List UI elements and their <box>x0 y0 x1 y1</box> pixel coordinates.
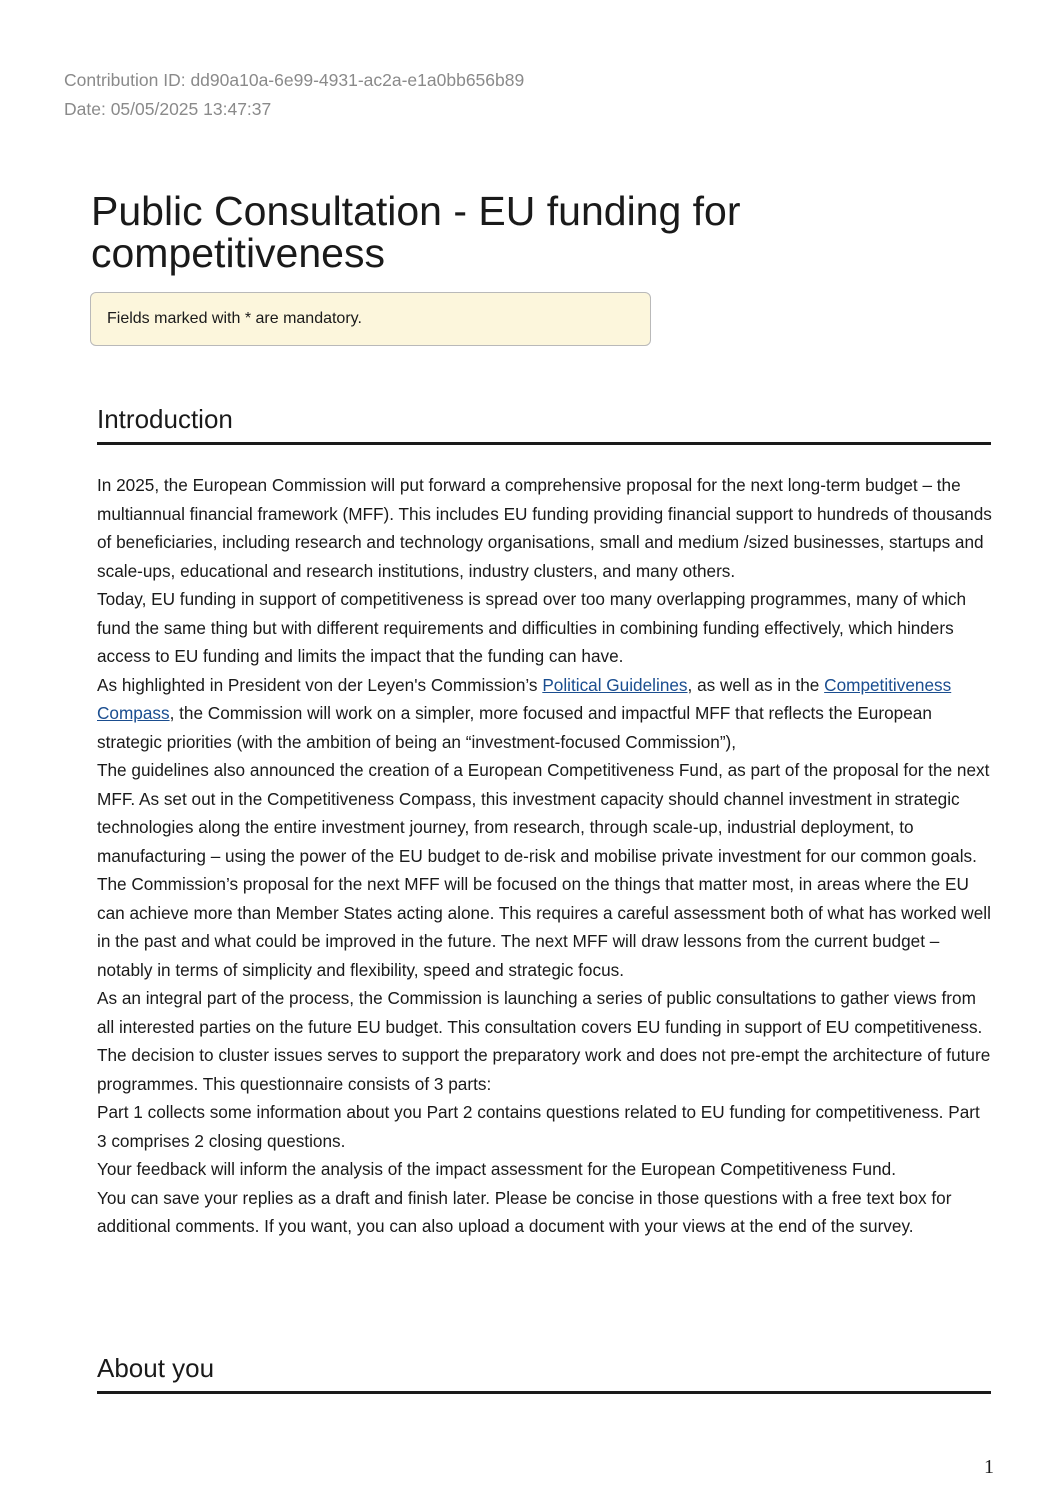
political-guidelines-link[interactable]: Political Guidelines <box>542 674 688 695</box>
intro-paragraph: Your feedback will inform the analysis of the impact assessment for the European Competitiveness Fund. <box>97 1159 896 1179</box>
contribution-id: Contribution ID: dd90a10a-6e99-4931-ac2a-e1a0bb656b89 <box>64 70 525 90</box>
page-title: Public Consultation - EU funding for competitiveness <box>91 188 741 276</box>
intro-paragraph: You can save your replies as a draft and finish later. Please be concise in those questions with a free text box for additional comments. If you want, you can also upload a document with your views at the end of the survey. <box>97 1187 952 1236</box>
intro-text: As highlighted in President von der Leyen's Commission’s <box>97 674 543 695</box>
intro-paragraph: The guidelines also announced the creation of a European Competitiveness Fund, as part of the proposal for the next MFF. As set out in the Competitiveness Compass, this investment capacity should channel investment in strategic technologies along the entire investment journey, from research, through scale-up, industrial deployment, to manufacturing – using the power of the EU budget to de-risk and mobilise private investment for our common goals. <box>97 760 990 866</box>
intro-paragraph: The Commission’s proposal for the next MFF will be focused on the things that matter most, in areas where the EU can achieve more than Member States acting alone. This requires a careful assessment both of what has worked well in the past and what could be improved in the future. The next MFF will draw lessons from the current budget – notably in terms of simplicity and flexibility, speed and strategic focus. <box>97 874 991 980</box>
competitiveness-compass-link[interactable]: Competitiveness Compass <box>97 674 952 723</box>
introduction-body <box>97 471 992 1241</box>
document-meta <box>64 66 524 124</box>
intro-paragraph: In 2025, the European Commission will put forward a comprehensive proposal for the next long-term budget – the multiannual financial framework (MFF). This includes EU funding providing financial support to hundreds of thousands of beneficiaries, including research and technology organisations, small and medium /sized businesses, startups and scale-ups, educational and research institutions, industry clusters, and many others. <box>97 475 992 581</box>
about-you-heading: About you <box>97 1353 991 1394</box>
intro-paragraph: Today, EU funding in support of competitiveness is spread over too many overlapping programmes, many of which fund the same thing but with different requirements and difficulties in combining funding effectively, which hinders access to EU funding and limits the impact that the funding can have. <box>97 589 967 666</box>
page-number: 1 <box>984 1456 994 1478</box>
intro-text: , the Commission will work on a simpler, more focused and impactful MFF that reflects the European strategic priorities (with the ambition of being an “investment-focused Commission”), <box>97 703 932 752</box>
intro-paragraph: As an integral part of the process, the Commission is launching a series of public consultations to gather views from all interested parties on the future EU budget. This consultation covers EU funding in support of EU competitiveness. The decision to cluster issues serves to support the preparatory work and does not pre-empt the architecture of future programmes. This questionnaire consists of 3 parts: <box>97 988 991 1094</box>
introduction-heading: Introduction <box>97 404 991 445</box>
intro-paragraph: Part 1 collects some information about you Part 2 contains questions related to EU funding for competitiveness. Part 3 comprises 2 closing questions. <box>97 1102 980 1151</box>
submission-date: Date: 05/05/2025 13:47:37 <box>64 99 272 119</box>
intro-paragraph <box>97 671 992 757</box>
intro-text: , as well as in the <box>687 674 825 695</box>
mandatory-fields-notice: Fields marked with * are mandatory. <box>90 292 651 346</box>
